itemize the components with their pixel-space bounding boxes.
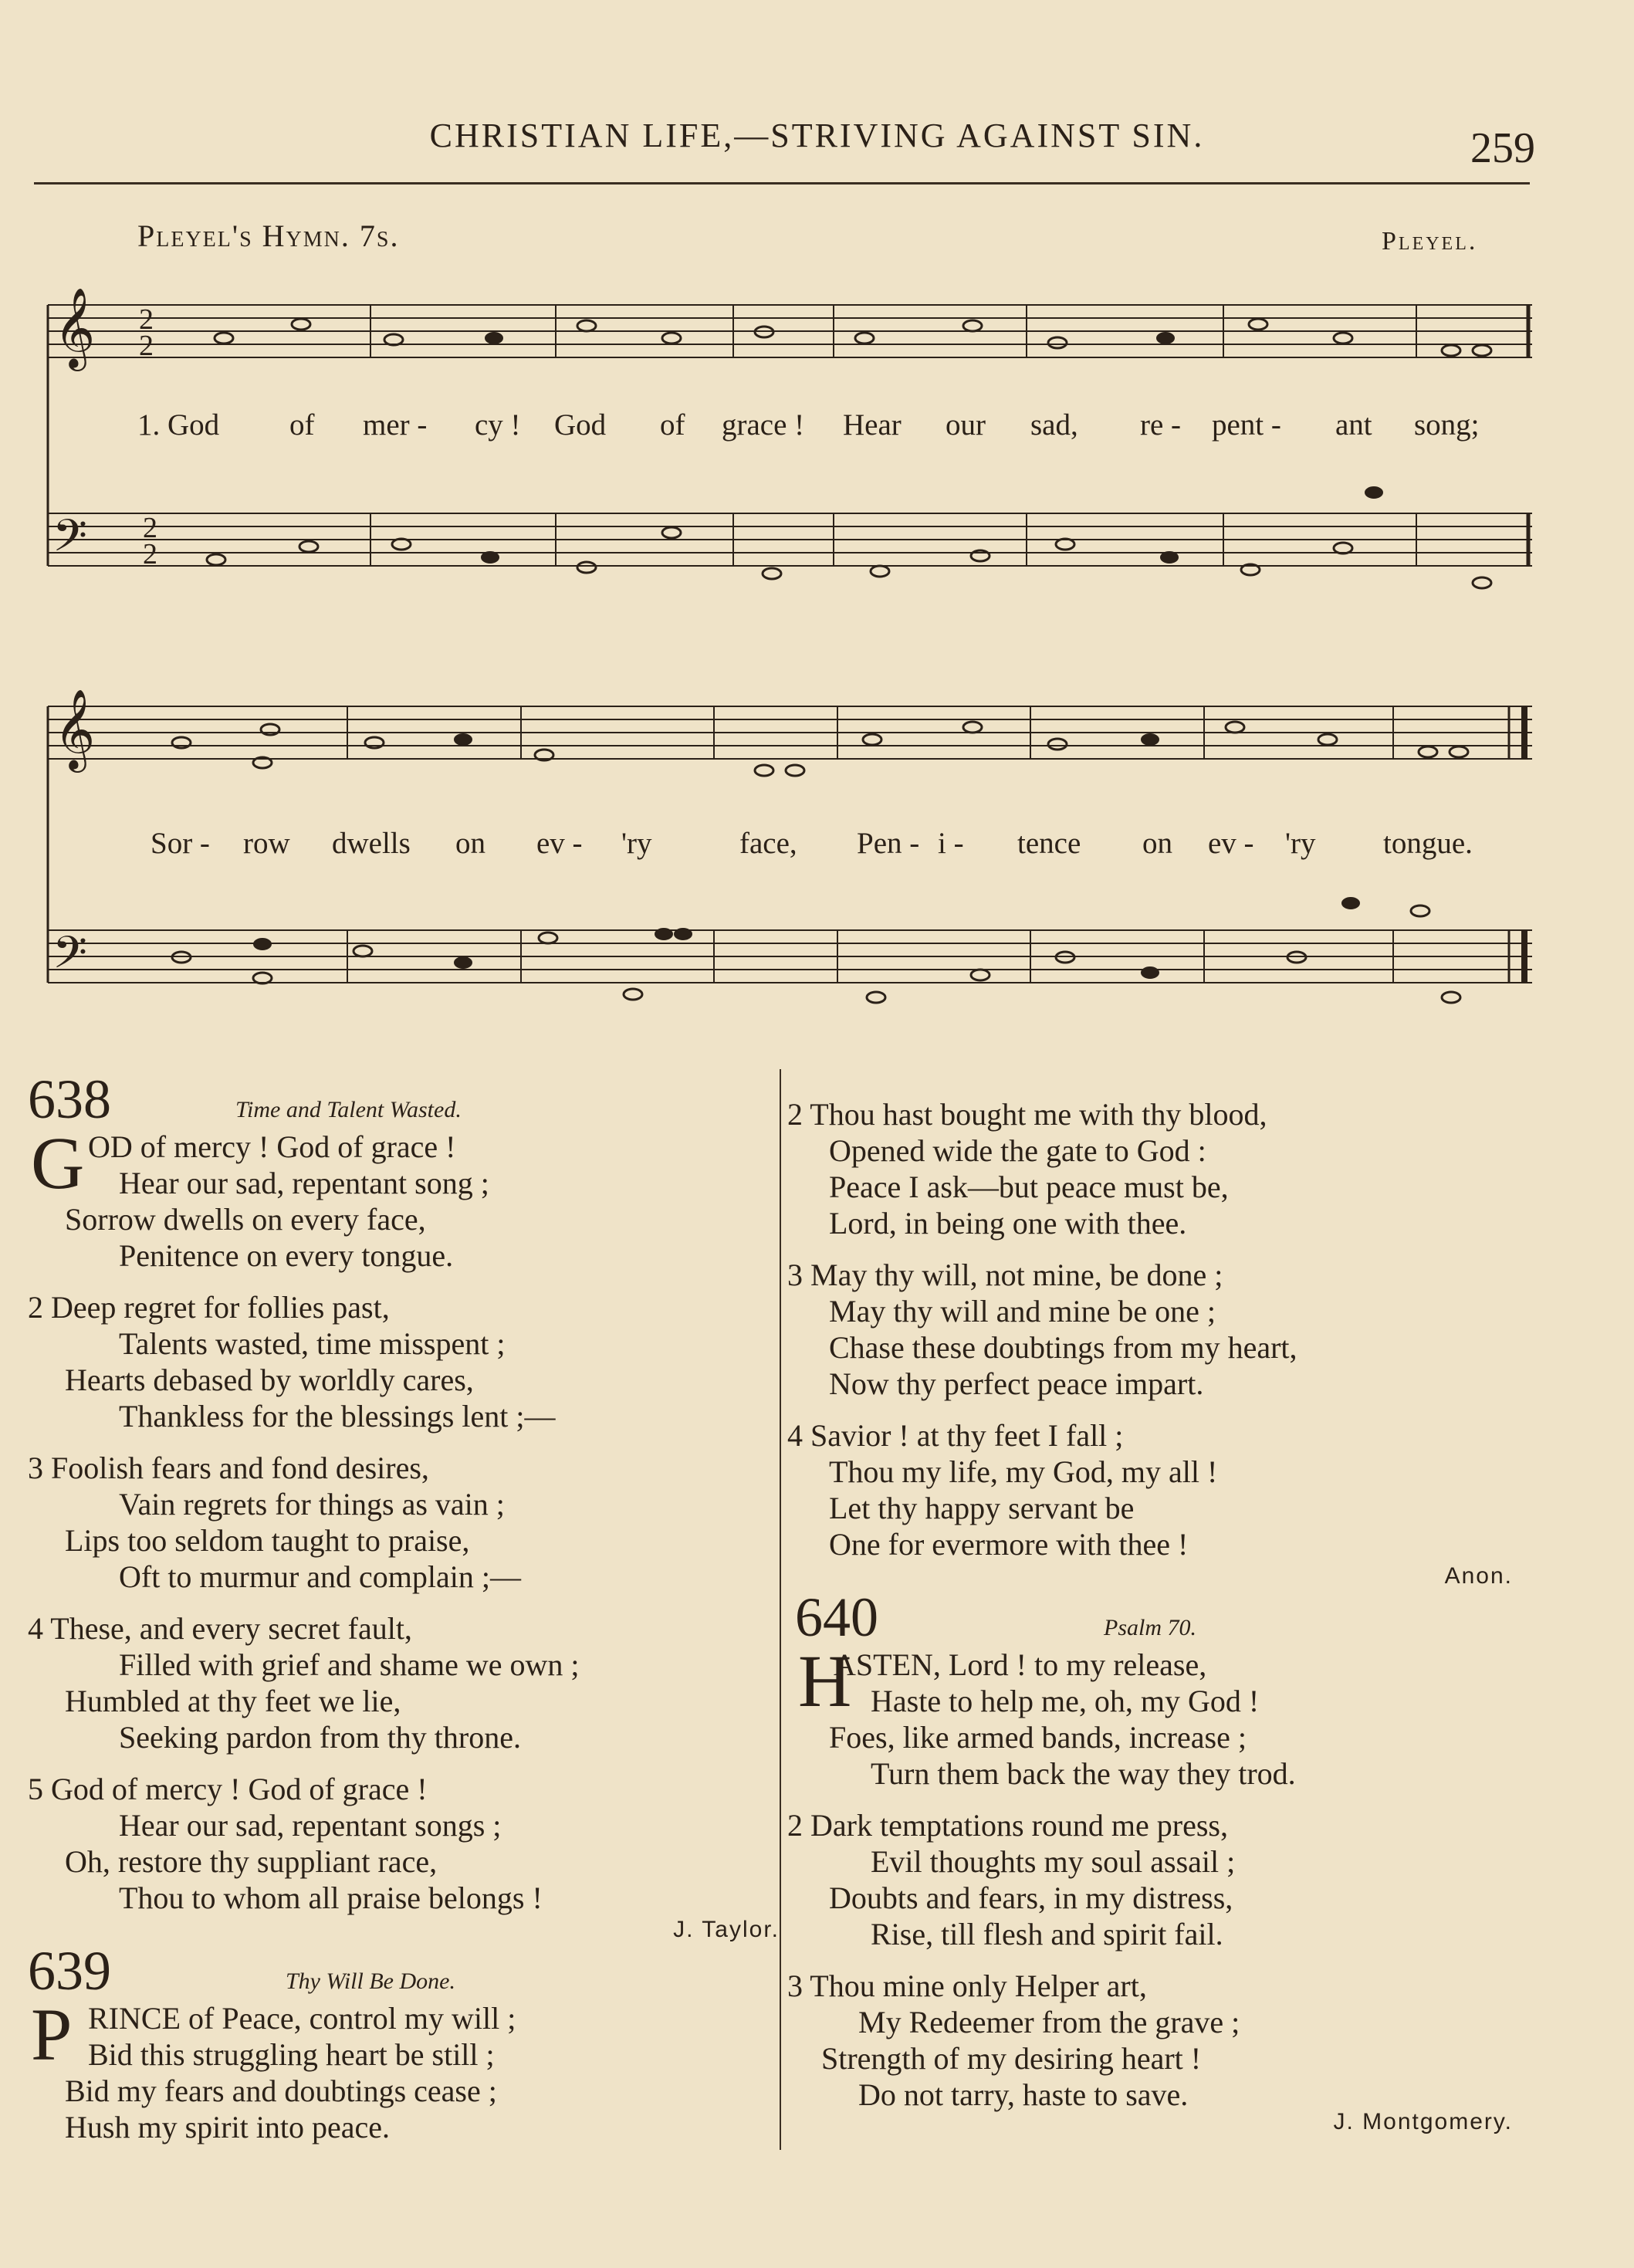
verse-line: Hush my spirit into peace.: [65, 2110, 391, 2144]
hymn-number: 639: [28, 1940, 111, 2002]
hymn-639-verse-1: [23, 1993, 764, 2145]
hymn-title: Thy Will Be Done.: [286, 1968, 455, 1994]
verse-line: Chase these doubtings from my heart,: [829, 1330, 1297, 1365]
lyric-syllable: ant: [1335, 408, 1372, 442]
verse-line: Oft to murmur and complain ;—: [119, 1559, 522, 1594]
lyric-syllable: 1. God: [137, 408, 220, 442]
lyric-syllable: pent -: [1212, 408, 1281, 442]
column-divider: [780, 1069, 781, 2150]
hymn-author: J. Taylor.: [673, 1917, 780, 1942]
verse-line: 4 These, and every secret fault,: [28, 1611, 412, 1646]
lyric-syllable: 'ry: [621, 827, 652, 860]
hymn-number: 640: [795, 1586, 878, 1648]
verse-line: 2 Thou hast bought me with thy blood,: [787, 1097, 1267, 1132]
lyric-syllable: on: [1142, 827, 1172, 860]
hymn-639-verse-2: [787, 1096, 1528, 1241]
left-column: [23, 1068, 780, 2161]
verse-line: 2 Dark temptations round me press,: [787, 1808, 1228, 1843]
music-system-2: [31, 679, 1544, 1034]
verse-line: Now thy perfect peace impart.: [829, 1366, 1204, 1401]
lyric-syllable: tongue.: [1383, 827, 1473, 860]
verse-line: Lord, in being one with thee.: [829, 1206, 1187, 1241]
lyric-syllable: row: [243, 827, 290, 860]
verse-line: OD of mercy ! God of grace !: [88, 1129, 456, 1164]
right-column: [787, 1096, 1528, 2144]
lyric-syllable: God: [554, 408, 607, 442]
hymn-638-verse-1: [23, 1122, 764, 1274]
hymn-number: 638: [28, 1068, 111, 1130]
hymn-638-verse-3: [23, 1450, 764, 1595]
verse-line: My Redeemer from the grave ;: [858, 2005, 1240, 2040]
hymn-author: Anon.: [1444, 1563, 1513, 1589]
verse-line: Thou to whom all praise belongs !: [119, 1880, 543, 1915]
verse-line: Hear our sad, repentant songs ;: [119, 1808, 502, 1843]
verse-line: Do not tarry, haste to save.: [858, 2077, 1189, 2112]
hymn-638-verse-2: [23, 1289, 764, 1434]
drop-cap: P: [31, 1993, 73, 2076]
hymn-640-verse-2: [787, 1807, 1528, 1952]
lyric-syllable: mer -: [363, 408, 428, 442]
lyric-syllable: on: [455, 827, 485, 860]
hymn-639-verse-4: [787, 1417, 1528, 1562]
verse-line: 5 God of mercy ! God of grace !: [28, 1772, 428, 1806]
lyric-syllable: Sor -: [151, 827, 210, 860]
lyrics-system-2: [31, 826, 1544, 865]
verse-line: One for evermore with thee !: [829, 1527, 1189, 1562]
lyric-syllable: 'ry: [1285, 827, 1316, 860]
verse-line: Sorrow dwells on every face,: [65, 1202, 426, 1237]
staff-graphic-1: [31, 278, 1544, 625]
svg-text:𝄢: 𝄢: [52, 509, 88, 573]
verse-line: Seeking pardon from thy throne.: [119, 1720, 521, 1755]
verse-line: Hear our sad, repentant song ;: [119, 1166, 489, 1200]
lyric-syllable: of: [289, 408, 315, 442]
verse-line: 3 Thou mine only Helper art,: [787, 1968, 1147, 2003]
verse-line: Rise, till flesh and spirit fail.: [871, 1917, 1223, 1951]
svg-text:𝄢: 𝄢: [52, 926, 88, 990]
lyric-syllable: Hear: [843, 408, 902, 442]
lyric-syllable: face,: [739, 827, 797, 860]
svg-text:2: 2: [139, 303, 154, 336]
svg-text:2: 2: [143, 538, 157, 570]
drop-cap: H: [798, 1640, 852, 1722]
lyric-syllable: sad,: [1030, 408, 1078, 442]
hymn-title: Time and Talent Wasted.: [235, 1097, 462, 1122]
lyric-syllable: of: [660, 408, 685, 442]
svg-text:2: 2: [143, 512, 157, 544]
verse-line: Vain regrets for things as vain ;: [119, 1487, 505, 1522]
verse-line: Penitence on every tongue.: [119, 1238, 454, 1273]
hymn-title: Psalm 70.: [1104, 1615, 1196, 1640]
verse-line: Bid my fears and doubtings cease ;: [65, 2073, 497, 2108]
verse-line: Filled with grief and shame we own ;: [119, 1647, 580, 1682]
verse-line: 4 Savior ! at thy feet I fall ;: [787, 1418, 1124, 1453]
lyric-syllable: ev -: [536, 827, 583, 860]
lyric-syllable: Pen -: [857, 827, 920, 860]
drop-cap: G: [31, 1122, 85, 1204]
hymn-639-verse-3: [787, 1257, 1528, 1402]
running-head: CHRISTIAN LIFE,—STRIVING AGAINST SIN.: [429, 117, 1205, 154]
verse-line: Talents wasted, time misspent ;: [119, 1326, 506, 1361]
hymn-640-verse-3: [787, 1968, 1528, 2113]
verse-line: Thou my life, my God, my all !: [829, 1454, 1218, 1489]
lyric-syllable: cy !: [475, 408, 521, 442]
hymn-author: J. Montgomery.: [1333, 2109, 1513, 2134]
page-number: 259: [1470, 124, 1535, 172]
verse-line: Let thy happy servant be: [829, 1491, 1135, 1525]
svg-text:2: 2: [139, 330, 154, 362]
lyric-syllable: ev -: [1208, 827, 1254, 860]
svg-text:𝄞: 𝄞: [54, 689, 96, 770]
header-rule: [34, 182, 1530, 184]
verse-line: Thankless for the blessings lent ;—: [119, 1399, 556, 1434]
verse-line: Opened wide the gate to God :: [829, 1133, 1206, 1168]
hymn-638-heading: [23, 1068, 764, 1130]
lyric-syllable: our: [946, 408, 986, 442]
verse-line: 3 May thy will, not mine, be done ;: [787, 1258, 1223, 1292]
verse-line: Oh, restore thy suppliant race,: [65, 1844, 438, 1879]
verse-line: Hearts debased by worldly cares,: [65, 1362, 474, 1397]
verse-line: Lips too seldom taught to praise,: [65, 1523, 470, 1558]
lyrics-system-1: [31, 408, 1544, 446]
verse-line: Doubts and fears, in my distress,: [829, 1880, 1233, 1915]
verse-line: Foes, like armed bands, increase ;: [829, 1720, 1247, 1755]
lyric-syllable: re -: [1140, 408, 1182, 442]
hymn-640-verse-1: [787, 1640, 1528, 1792]
verse-line: Haste to help me, oh, my God !: [871, 1684, 1260, 1718]
tune-composer: Pleyel.: [1382, 227, 1478, 256]
verse-line: 2 Deep regret for follies past,: [28, 1290, 390, 1325]
lyric-syllable: dwells: [332, 827, 411, 860]
verse-line: Peace I ask—but peace must be,: [829, 1170, 1229, 1204]
verse-line: RINCE of Peace, control my will ;: [88, 2001, 516, 2036]
verse-line: Humbled at thy feet we lie,: [65, 1684, 401, 1718]
hymn-640-heading: [787, 1586, 1528, 1648]
lyric-syllable: song;: [1414, 408, 1480, 442]
svg-text:𝄞: 𝄞: [54, 287, 96, 368]
verse-line: Evil thoughts my soul assail ;: [871, 1844, 1236, 1879]
verse-line: ASTEN, Lord ! to my release,: [834, 1647, 1207, 1682]
hymn-639-heading: [23, 1940, 764, 2002]
lyric-syllable: grace !: [722, 408, 805, 442]
music-system-1: [31, 278, 1544, 625]
verse-line: Bid this struggling heart be still ;: [88, 2037, 495, 2072]
verse-line: Strength of my desiring heart !: [821, 2041, 1202, 2076]
lyric-syllable: i -: [938, 827, 964, 860]
hymn-638-verse-5: [23, 1771, 764, 1916]
hymn-638-verse-4: [23, 1610, 764, 1755]
verse-line: May thy will and mine be one ;: [829, 1294, 1216, 1329]
verse-line: Turn them back the way they trod.: [871, 1756, 1296, 1791]
verse-line: 3 Foolish fears and fond desires,: [28, 1451, 429, 1485]
lyric-syllable: tence: [1017, 827, 1081, 860]
tune-name: Pleyel's Hymn. 7s.: [137, 218, 400, 253]
